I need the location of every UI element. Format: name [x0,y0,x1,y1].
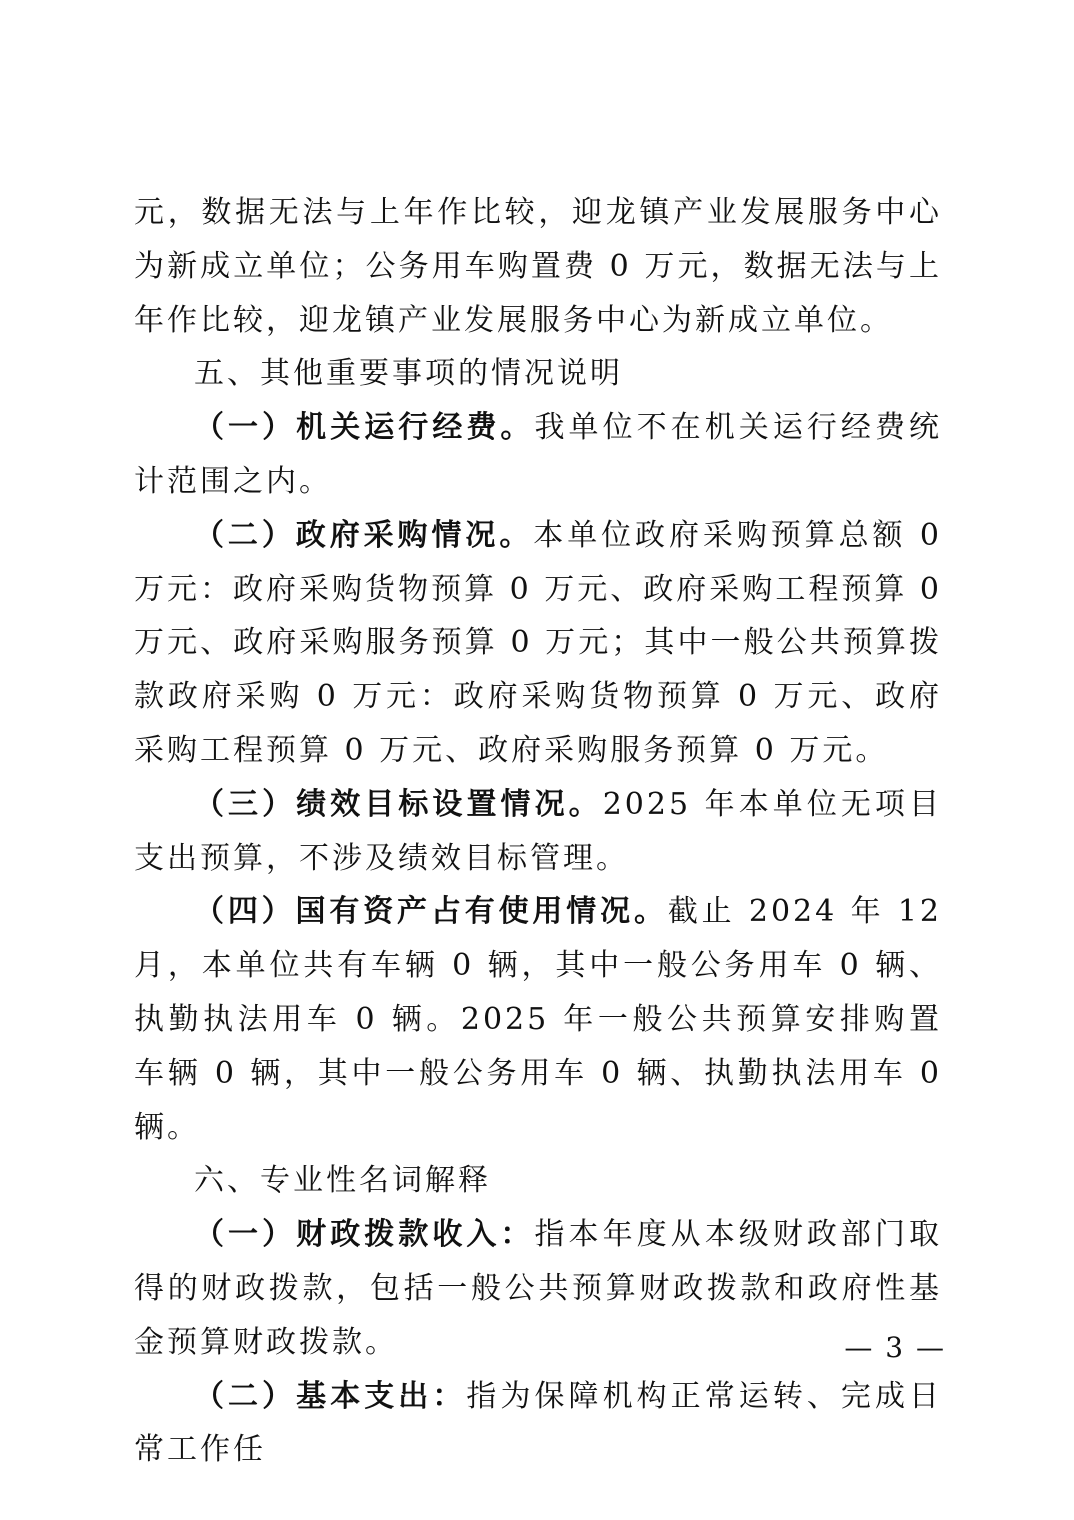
paragraph-lead: （三）绩效目标设置情况。 [194,786,603,822]
paragraph-text: 指本年度从本级财政部门取得的财政拨款，包括一般公共预算财政拨款和政府性基金预算财政拨款。 [134,1217,943,1360]
paragraph-performance-targets [134,778,942,886]
section-heading-text: 五、其他重要事项的情况说明 [194,356,623,392]
paragraph-operating-expenses [134,401,942,509]
section-heading-text: 六、专业性名词解释 [194,1163,491,1199]
paragraph-text: 截止 2024 年 12 月，本单位共有车辆 0 辆，其中一般公务用车 0 辆、执勤执法用车 0 辆。2025 年一般公共预算安排购置车辆 0 辆，其中一般公务用车 0 辆、执勤执法用车 0 辆。 [134,894,943,1145]
paragraph-lead: （一）财政拨款收入： [194,1217,535,1253]
paragraph-state-assets [134,885,942,1154]
paragraph-vehicle-purchase-cost [134,186,942,347]
paragraph-text: 我单位不在机关运行经费统计范围之内。 [134,410,943,499]
paragraph-fiscal-appropriation-income [134,1208,942,1369]
paragraph-text: 元，数据无法与上年作比较，迎龙镇产业发展服务中心为新成立单位；公务用车购置费 0 万元，数据无法与上年作比较，迎龙镇产业发展服务中心为新成立单位。 [134,195,942,338]
paragraph-lead: （二）政府采购情况。 [194,517,534,553]
paragraph-lead: （二）基本支出： [194,1378,467,1414]
paragraph-basic-expenditure [134,1370,942,1478]
paragraph-lead: （四）国有资产占有使用情况。 [194,894,668,930]
document-body [134,186,942,1477]
paragraph-text: 本单位政府采购预算总额 0 万元：政府采购货物预算 0 万元、政府采购工程预算 0 万元、政府采购服务预算 0 万元；其中一般公共预算拨款政府采购 0 万元：政府采购货物预算 0 万元、政府采购工程预算 0 万元、政府采购服务预算 0 万元。 [134,517,943,768]
page-number: — 3 — [844,1331,946,1364]
section-heading-other-matters [134,347,942,401]
paragraph-government-procurement [134,509,942,778]
paragraph-lead: （一）机关运行经费。 [194,410,535,446]
paragraph-text: 2025 年本单位无项目支出预算，不涉及绩效目标管理。 [134,786,942,876]
section-heading-terminology [134,1154,942,1208]
paragraph-text: 指为保障机构正常运转、完成日常工作任 [134,1378,943,1468]
